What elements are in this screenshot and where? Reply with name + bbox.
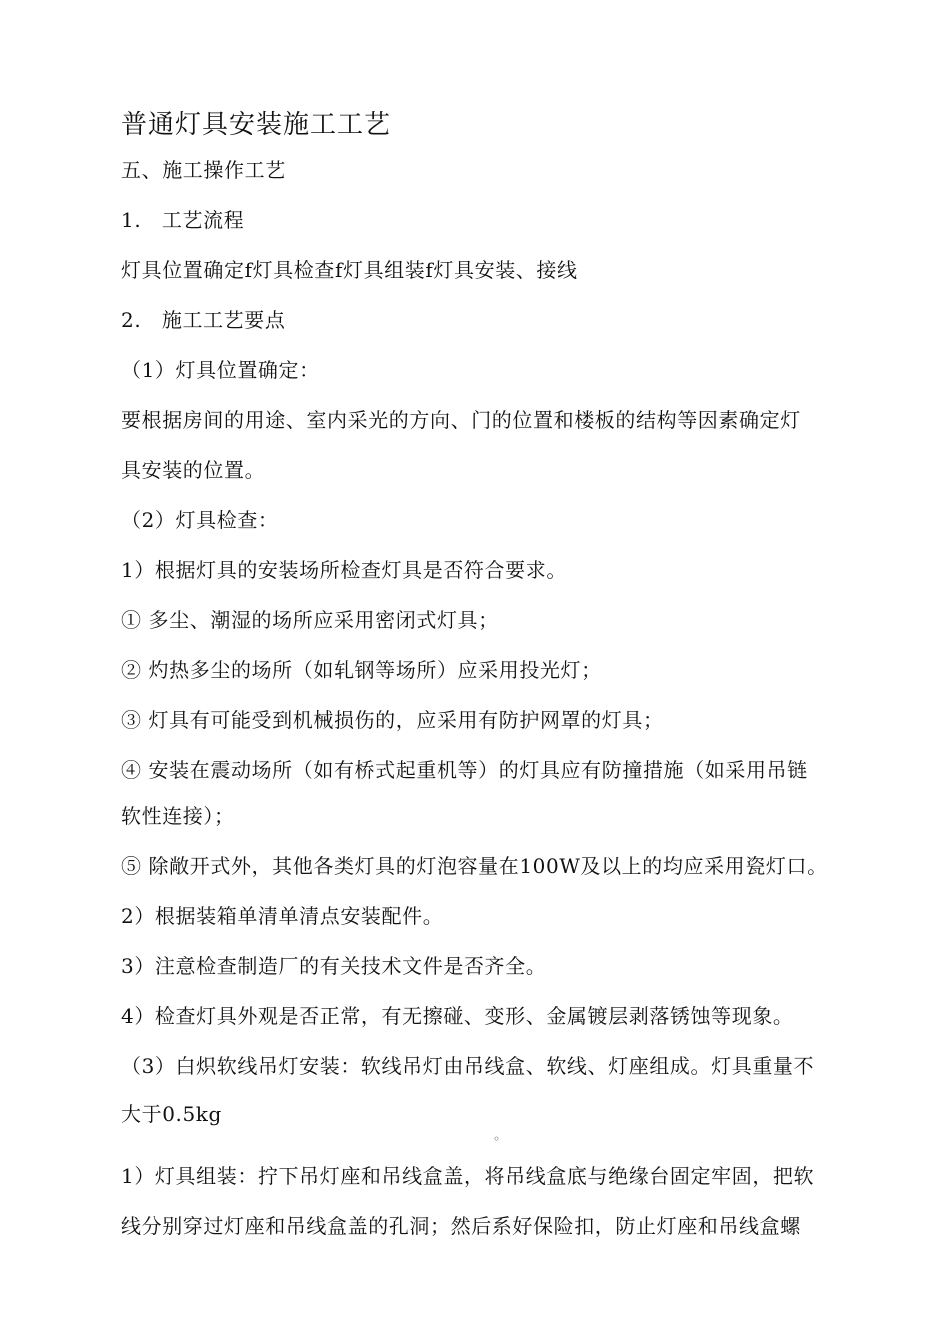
item-heading: （1）灯具位置确定： (121, 358, 320, 382)
list-item: ④ 安装在震动场所（如有桥式起重机等）的灯具应有防撞措施（如采用吊链 (121, 758, 808, 782)
stray-mark: ◦ (493, 1132, 501, 1146)
paragraph-line: 要根据房间的用途、室内采光的方向、门的位置和楼板的结构等因素确定灯 (121, 408, 801, 432)
process-flow-text: 灯具位置确定f灯具检查f灯具组装f灯具安装、接线 (121, 258, 578, 282)
list-item: ⑤ 除敞开式外，其他各类灯具的灯泡容量在100W及以上的均应采用瓷灯口。 (121, 854, 828, 878)
paragraph-line: 4）检查灯具外观是否正常，有无擦碰、变形、金属镀层剥落锈蚀等现象。 (121, 1004, 794, 1028)
paragraph-line: 大于0.5kg (121, 1102, 222, 1126)
list-item: ① 多尘、潮湿的场所应采用密闭式灯具； (121, 608, 499, 632)
list-item: ③ 灯具有可能受到机械损伤的，应采用有防护网罩的灯具； (121, 708, 664, 732)
subsection-heading: 1. 工艺流程 (121, 208, 245, 232)
section-heading: 五、施工操作工艺 (121, 158, 286, 182)
paragraph-line: 软性连接）； (121, 804, 235, 828)
paragraph-line: 1）灯具组装：拧下吊灯座和吊线盒盖，将吊线盒底与绝缘台固定牢固，把软 (121, 1164, 815, 1188)
document-title: 普通灯具安装施工工艺 (121, 110, 392, 140)
item-heading: （2）灯具检查： (121, 508, 279, 532)
paragraph-line: 1）根据灯具的安装场所检查灯具是否符合要求。 (121, 558, 567, 582)
paragraph-line: 3）注意检查制造厂的有关技术文件是否齐全。 (121, 954, 547, 978)
list-item: ② 灼热多尘的场所（如轧钢等场所）应采用投光灯； (121, 658, 602, 682)
item-heading: （3）白炽软线吊灯安装：软线吊灯由吊线盒、软线、灯座组成。灯具重量不 (121, 1054, 815, 1078)
paragraph-line: 线分别穿过灯座和吊线盒盖的孔洞；然后系好保险扣，防止灯座和吊线盒螺 (121, 1214, 801, 1238)
subsection-heading: 2. 施工工艺要点 (121, 308, 286, 332)
paragraph-line: 2）根据装箱单清单清点安装配件。 (121, 904, 444, 928)
paragraph-line: 具安装的位置。 (121, 458, 266, 482)
